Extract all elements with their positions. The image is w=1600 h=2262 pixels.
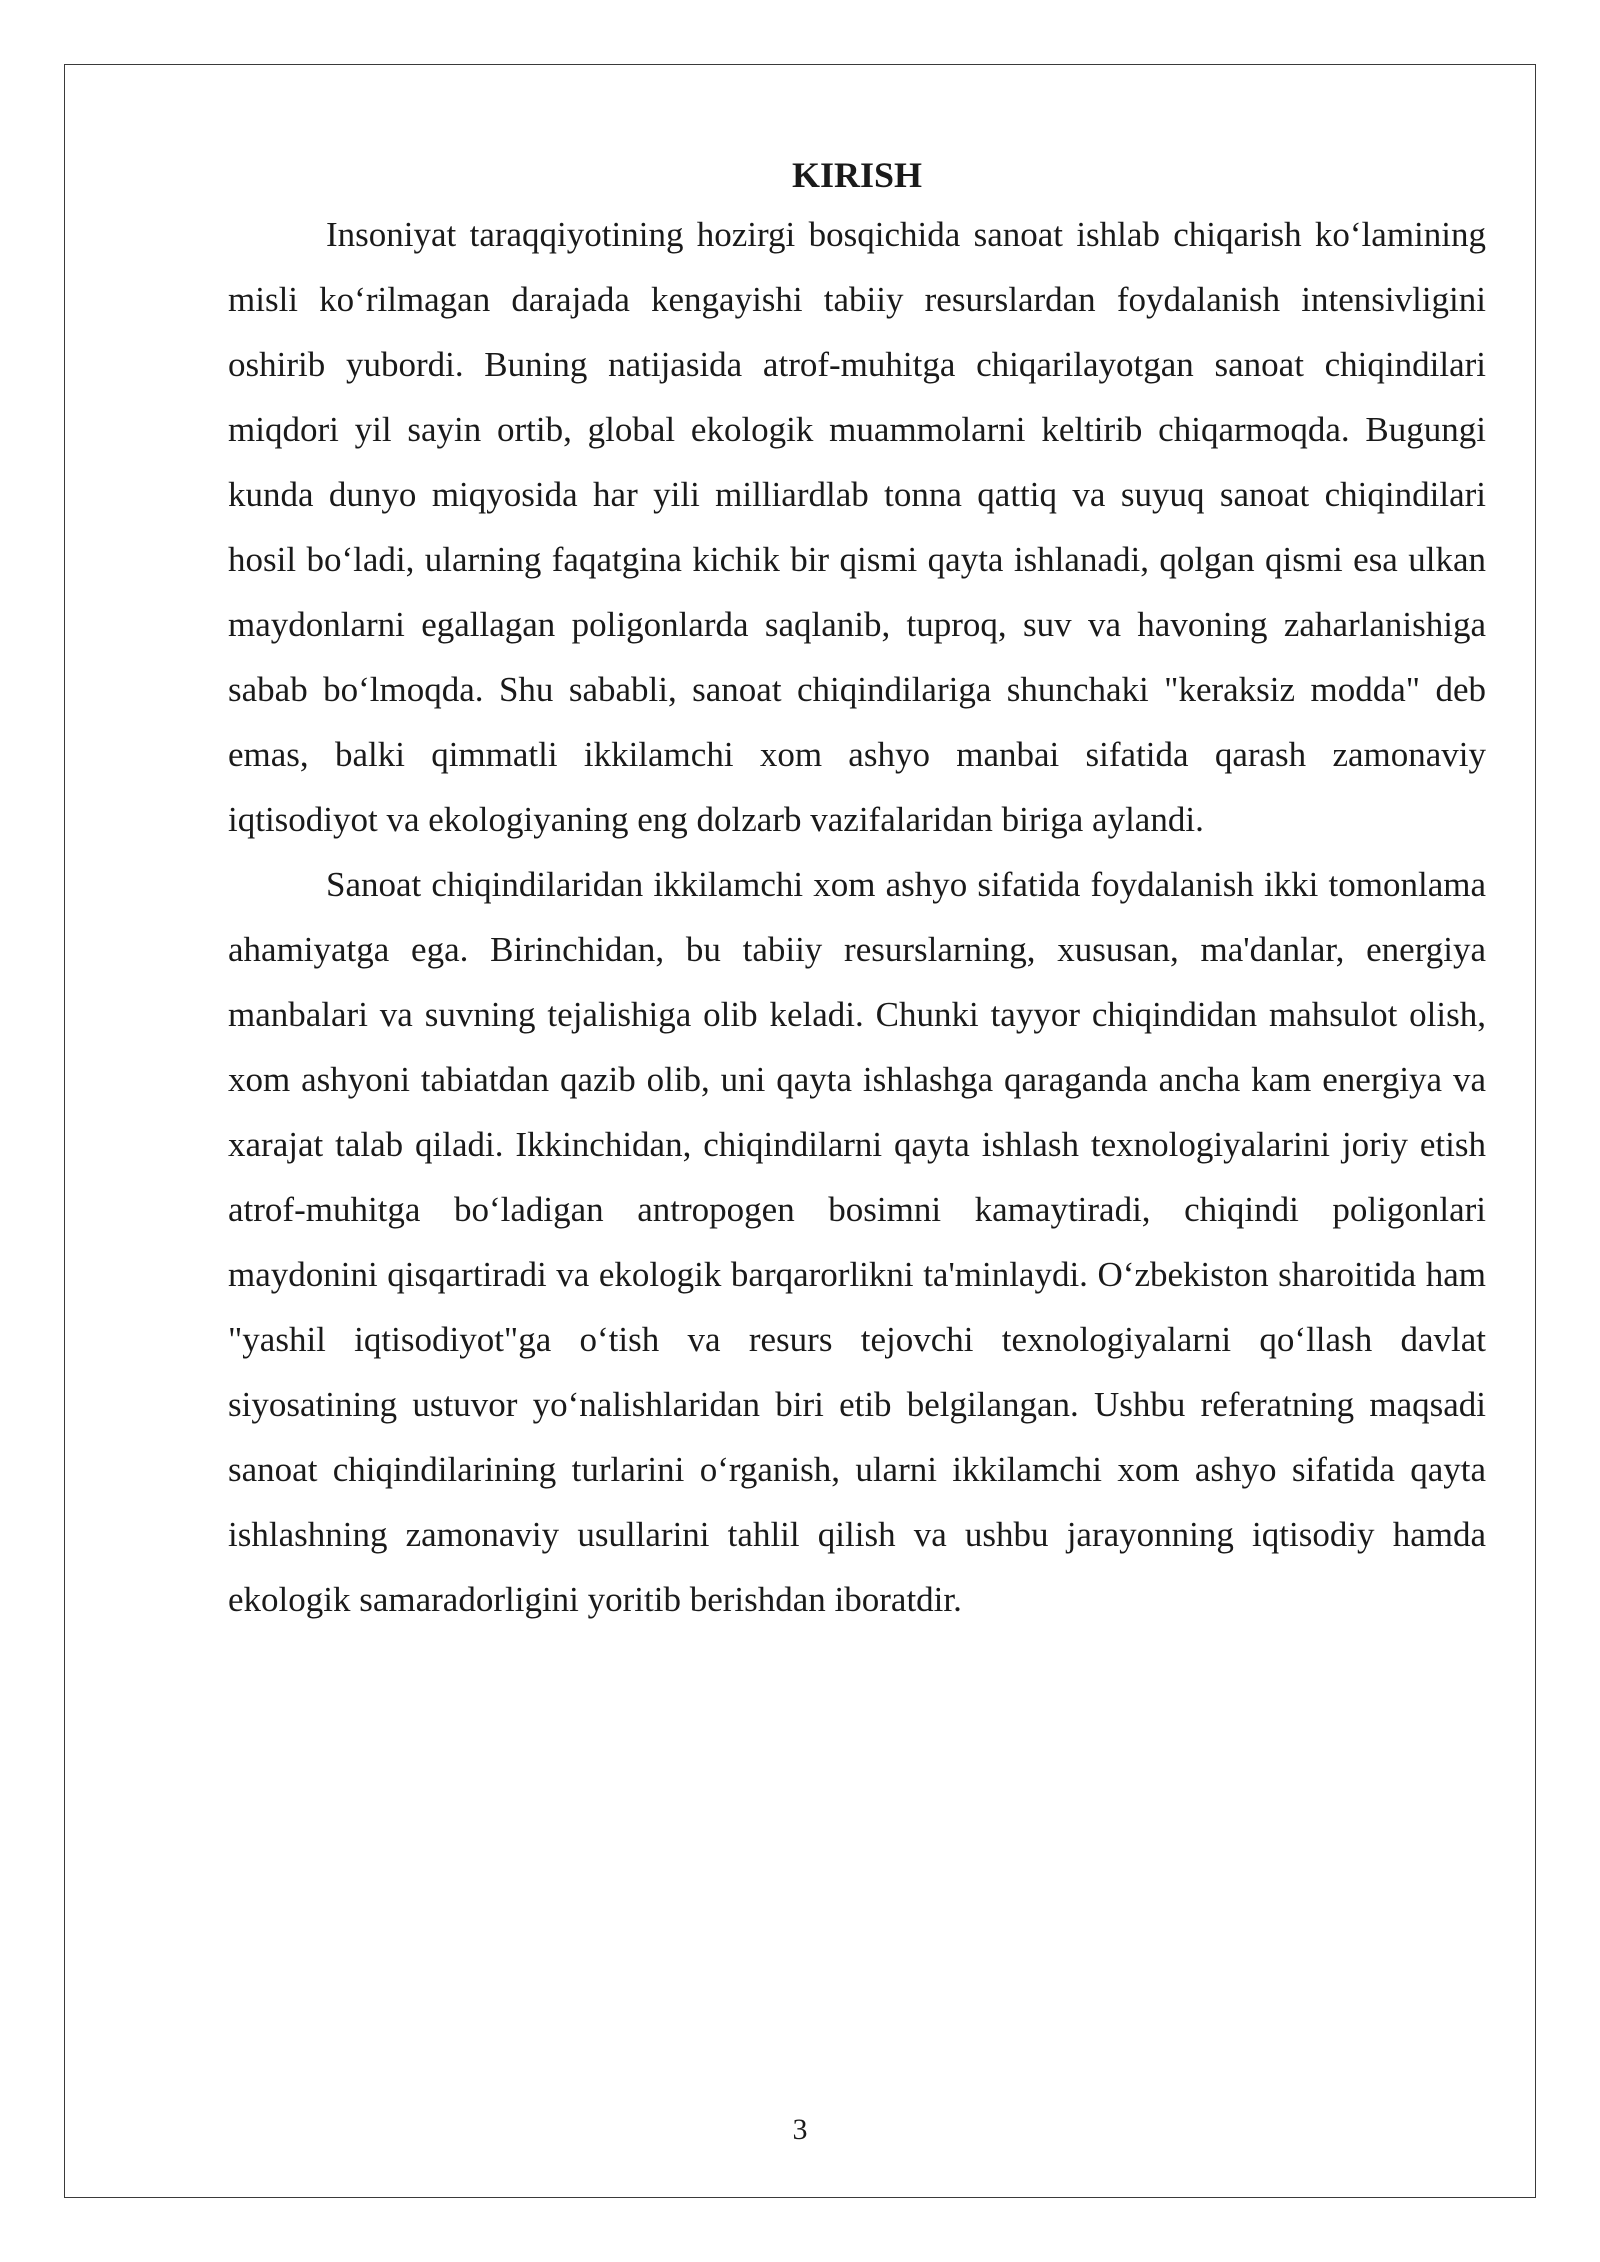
paragraph-2: Sanoat chiqindilaridan ikkilamchi xom ashyo sifatida foydalanish ikki tomonlama ahamiyatga ega. Birinchidan, bu tabiiy resurslarning, xususan, ma'danlar, energiya manbalari va suvning tejalishiga olib keladi. Chunki tayyor chiqindidan mahsulot olish, xom ashyoni tabiatdan qazib olib, uni qayta ishlashga qaraganda ancha kam energiya va xarajat talab qiladi. Ikkinchidan, chiqindilarni qayta ishlash texnologiyalarini joriy etish atrof-muhitga bo‘ladigan antropogen bosimni kamaytiradi, chiqindi poligonlari maydonini qisqartiradi va ekologik barqarorlikni ta'minlaydi. O‘zbekiston sharoitida ham "yashil iqtisodiyot"ga o‘tish va resurs tejovchi texnologiyalarni qo‘llash davlat siyosatining ustuvor yo‘nalishlaridan biri etib belgilangan. Ushbu referatning maqsadi sanoat chiqindilarining turlarini o‘rganish, ularni ikkilamchi xom ashyo sifatida qayta ishlashning zamonaviy usullarini tahlil qilish va ushbu jarayonning iqtisodiy hamda ekologik samaradorligini yoritib berishdan iboratdir. [228,865,1486,1619]
section-heading: KIRISH [791,155,923,195]
paragraph-1: Insoniyat taraqqiyotining hozirgi bosqichida sanoat ishlab chiqarish ko‘lamining misli ko‘rilmagan darajada kengayishi tabiiy resurslardan foydalanish intensivligini oshirib yubordi. Buning natijasida atrof-muhitga chiqarilayotgan sanoat chiqindilari miqdori yil sayin ortib, global ekologik muammolarni keltirib chiqarmoqda. Bugungi kunda dunyo miqyosida har yili milliardlab tonna qattiq va suyuq sanoat chiqindilari hosil bo‘ladi, ularning faqatgina kichik bir qismi qayta ishlanadi, qolgan qismi esa ulkan maydonlarni egallagan poligonlarda saqlanib, tuproq, suv va havoning zaharlanishiga sabab bo‘lmoqda. Shu sababli, sanoat chiqindilariga shunchaki "keraksiz modda" deb emas, balki qimmatli ikkilamchi xom ashyo manbai sifatida qarash zamonaviy iqtisodiyot va ekologiyaning eng dolzarb vazifalaridan biriga aylandi. [228,215,1486,839]
page-number: 3 [792,2113,808,2146]
document-body [228,150,1486,1632]
